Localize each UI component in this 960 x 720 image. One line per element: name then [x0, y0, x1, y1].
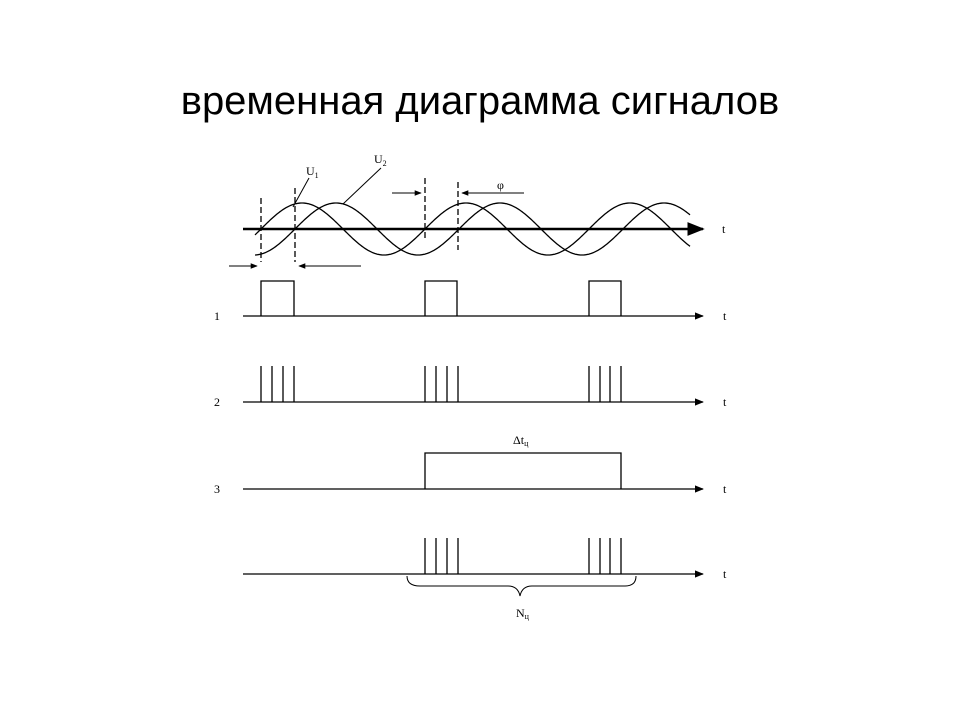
signal-u1-label: $U_1$ — [306, 164, 319, 180]
row-1-label: 1 — [214, 309, 220, 323]
row-3-axis-label: t — [723, 482, 727, 496]
count-brace — [407, 576, 636, 596]
row-2-label: 2 — [214, 395, 220, 409]
signal-u2-leader — [343, 168, 381, 204]
slide-title: временная диаграмма сигналов — [180, 79, 780, 123]
row-4-axis-label: t — [723, 567, 727, 581]
sine-panel-axis-label: t — [722, 222, 726, 236]
row-2-spike-group — [261, 366, 294, 402]
row-1-pulse — [425, 281, 457, 316]
row-2-spike-group — [425, 366, 458, 402]
row-4-spike-group — [425, 538, 458, 574]
phase-label: φ — [497, 178, 504, 192]
row-1-pulse — [261, 281, 294, 316]
gate-pulse — [425, 453, 621, 489]
row-1-axis-label: t — [723, 309, 727, 323]
row-4-spike-group — [589, 538, 621, 574]
signal-u2-label: $U_2$ — [374, 152, 387, 168]
row-3-label: 3 — [214, 482, 220, 496]
gate-duration-label: Δtц — [513, 433, 529, 448]
row-1-pulse — [589, 281, 621, 316]
count-label: Nц — [516, 606, 529, 621]
row-2-axis-label: t — [723, 395, 727, 409]
row-2-spike-group — [589, 366, 621, 402]
